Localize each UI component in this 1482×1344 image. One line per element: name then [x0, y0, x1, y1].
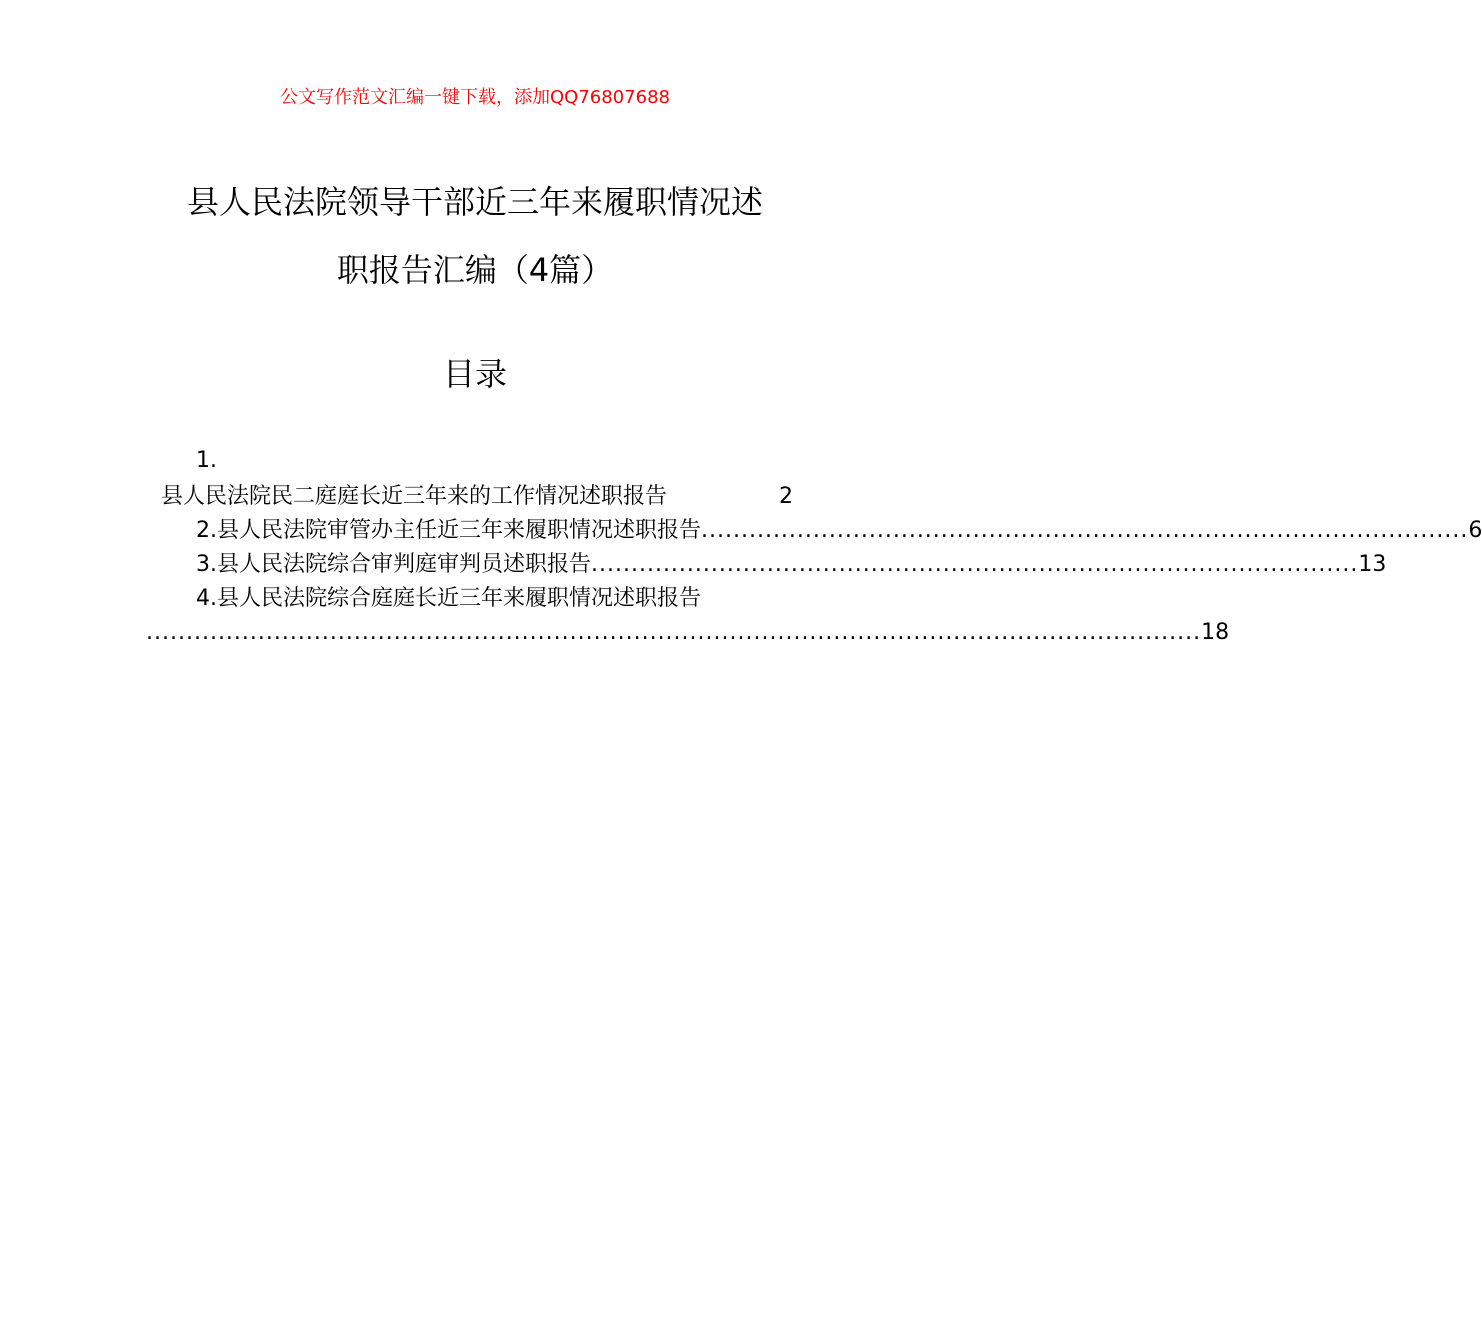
- toc-entry-1-page[interactable]: 2: [779, 484, 793, 509]
- toc-entry-2[interactable]: [196, 516, 1482, 546]
- toc-entry-1-title[interactable]: 县人民法院民二庭庭长近三年来的工作情况述职报告: [161, 484, 668, 509]
- toc-entry-4-page: 18: [1201, 620, 1230, 645]
- toc-entry-4-leader-row[interactable]: [146, 618, 1230, 648]
- document-title-line-2: 职报告汇编（4篇）: [336, 251, 614, 289]
- document-title-line-1: 县人民法院领导干部近三年来履职情况述: [186, 183, 763, 221]
- toc-entry-1-number[interactable]: 1.: [196, 448, 217, 473]
- toc-entry-2-leader: ................................................................................................: [701, 518, 1469, 543]
- toc-entry-3[interactable]: [196, 550, 1387, 580]
- toc-entry-2-title: 2.县人民法院审管办主任近三年来履职情况述职报告: [196, 518, 701, 543]
- header-note: 公文写作范文汇编一键下载，添加QQ76807688: [280, 87, 670, 108]
- toc-entry-3-title: 3.县人民法院综合审判庭审判员述职报告: [196, 552, 591, 577]
- toc-heading: 目录: [442, 355, 507, 393]
- toc-entry-4-title[interactable]: 4.县人民法院综合庭庭长近三年来履职情况述职报告: [196, 586, 701, 611]
- toc-entry-2-page: 6: [1468, 518, 1482, 543]
- toc-entry-3-leader: ................................................................................................: [591, 552, 1359, 577]
- toc-entry-3-page: 13: [1358, 552, 1387, 577]
- toc-entry-4-leader: ....................................................................................................................................: [146, 620, 1202, 645]
